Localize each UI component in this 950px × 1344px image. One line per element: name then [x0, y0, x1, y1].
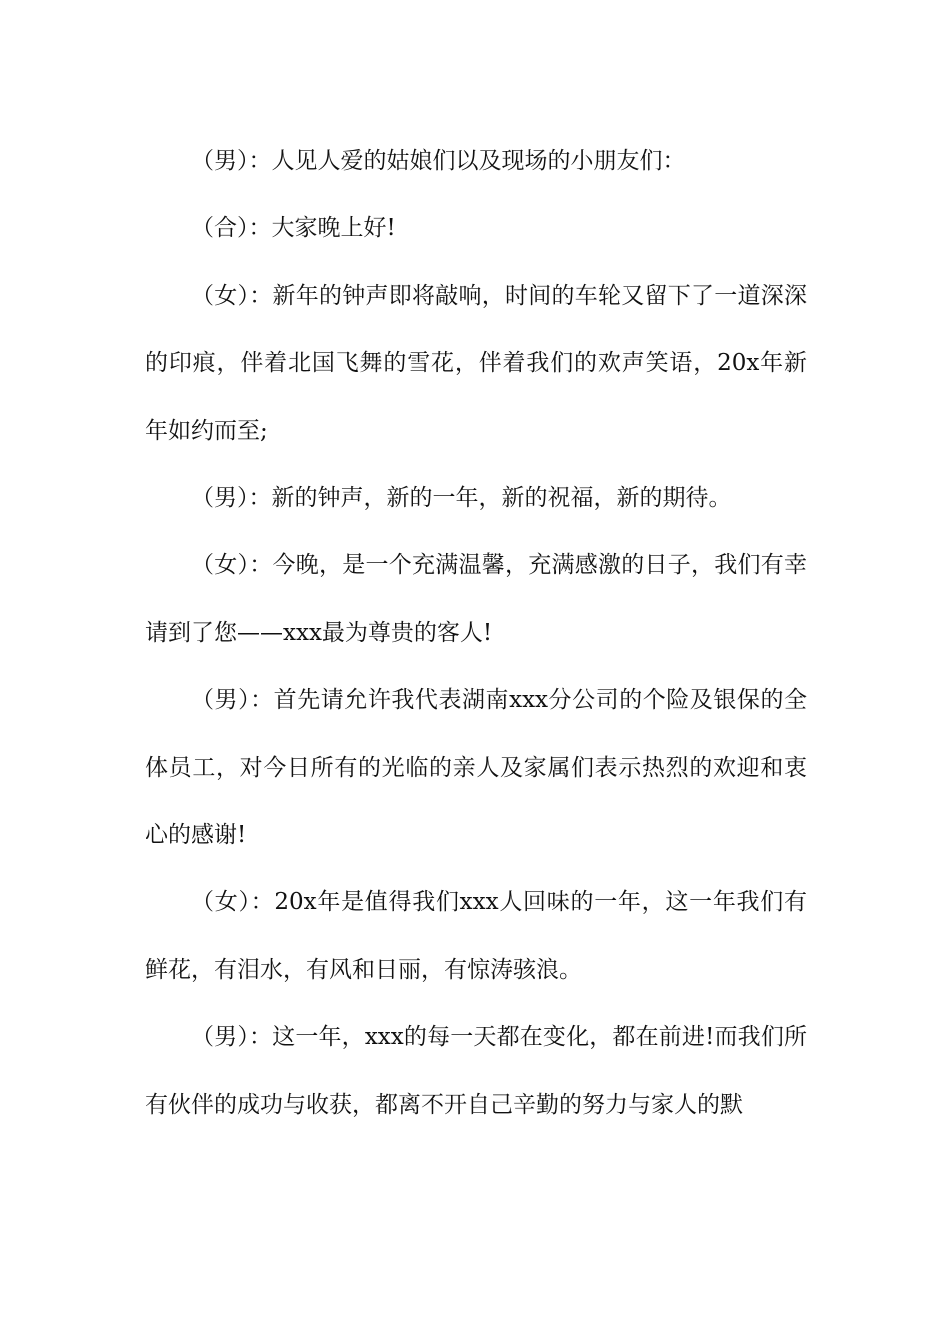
- paragraph-together-greeting: （合）：大家晚上好!: [191, 215, 396, 242]
- paragraph-male-greeting: （男）：人见人爱的姑娘们以及现场的小朋友们：: [191, 148, 686, 174]
- paragraph-male-progress: （男）：这一年，xxx的每一天都在变化，都在前进!而我们所有伙伴的成功与收获，都离不开自己辛勤的努力与家人的默: [145, 1024, 807, 1118]
- paragraph-male-new-year: （男）：新的钟声，新的一年，新的祝福，新的期待。: [191, 485, 732, 512]
- document-body: [145, 128, 807, 1139]
- paragraph-male-welcome: （男）：首先请允许我代表湖南xxx分公司的个险及银保的全体员工，对今日所有的光临的亲人及家属们表示热烈的欢迎和衷心的感谢!: [145, 687, 807, 849]
- paragraph-female-tonight: （女）：今晚，是一个充满温馨，充满感激的日子，我们有幸请到了您——xxx最为尊贵的客人!: [145, 552, 807, 646]
- paragraph-female-year-review: （女）：20x年是值得我们xxx人回味的一年，这一年我们有鲜花，有泪水，有风和日丽，有惊涛骇浪。: [145, 889, 807, 983]
- paragraph-female-new-year-bell: （女）：新年的钟声即将敲响，时间的车轮又留下了一道深深的印痕，伴着北国飞舞的雪花，伴着我们的欢声笑语，20x年新年如约而至;: [145, 282, 807, 444]
